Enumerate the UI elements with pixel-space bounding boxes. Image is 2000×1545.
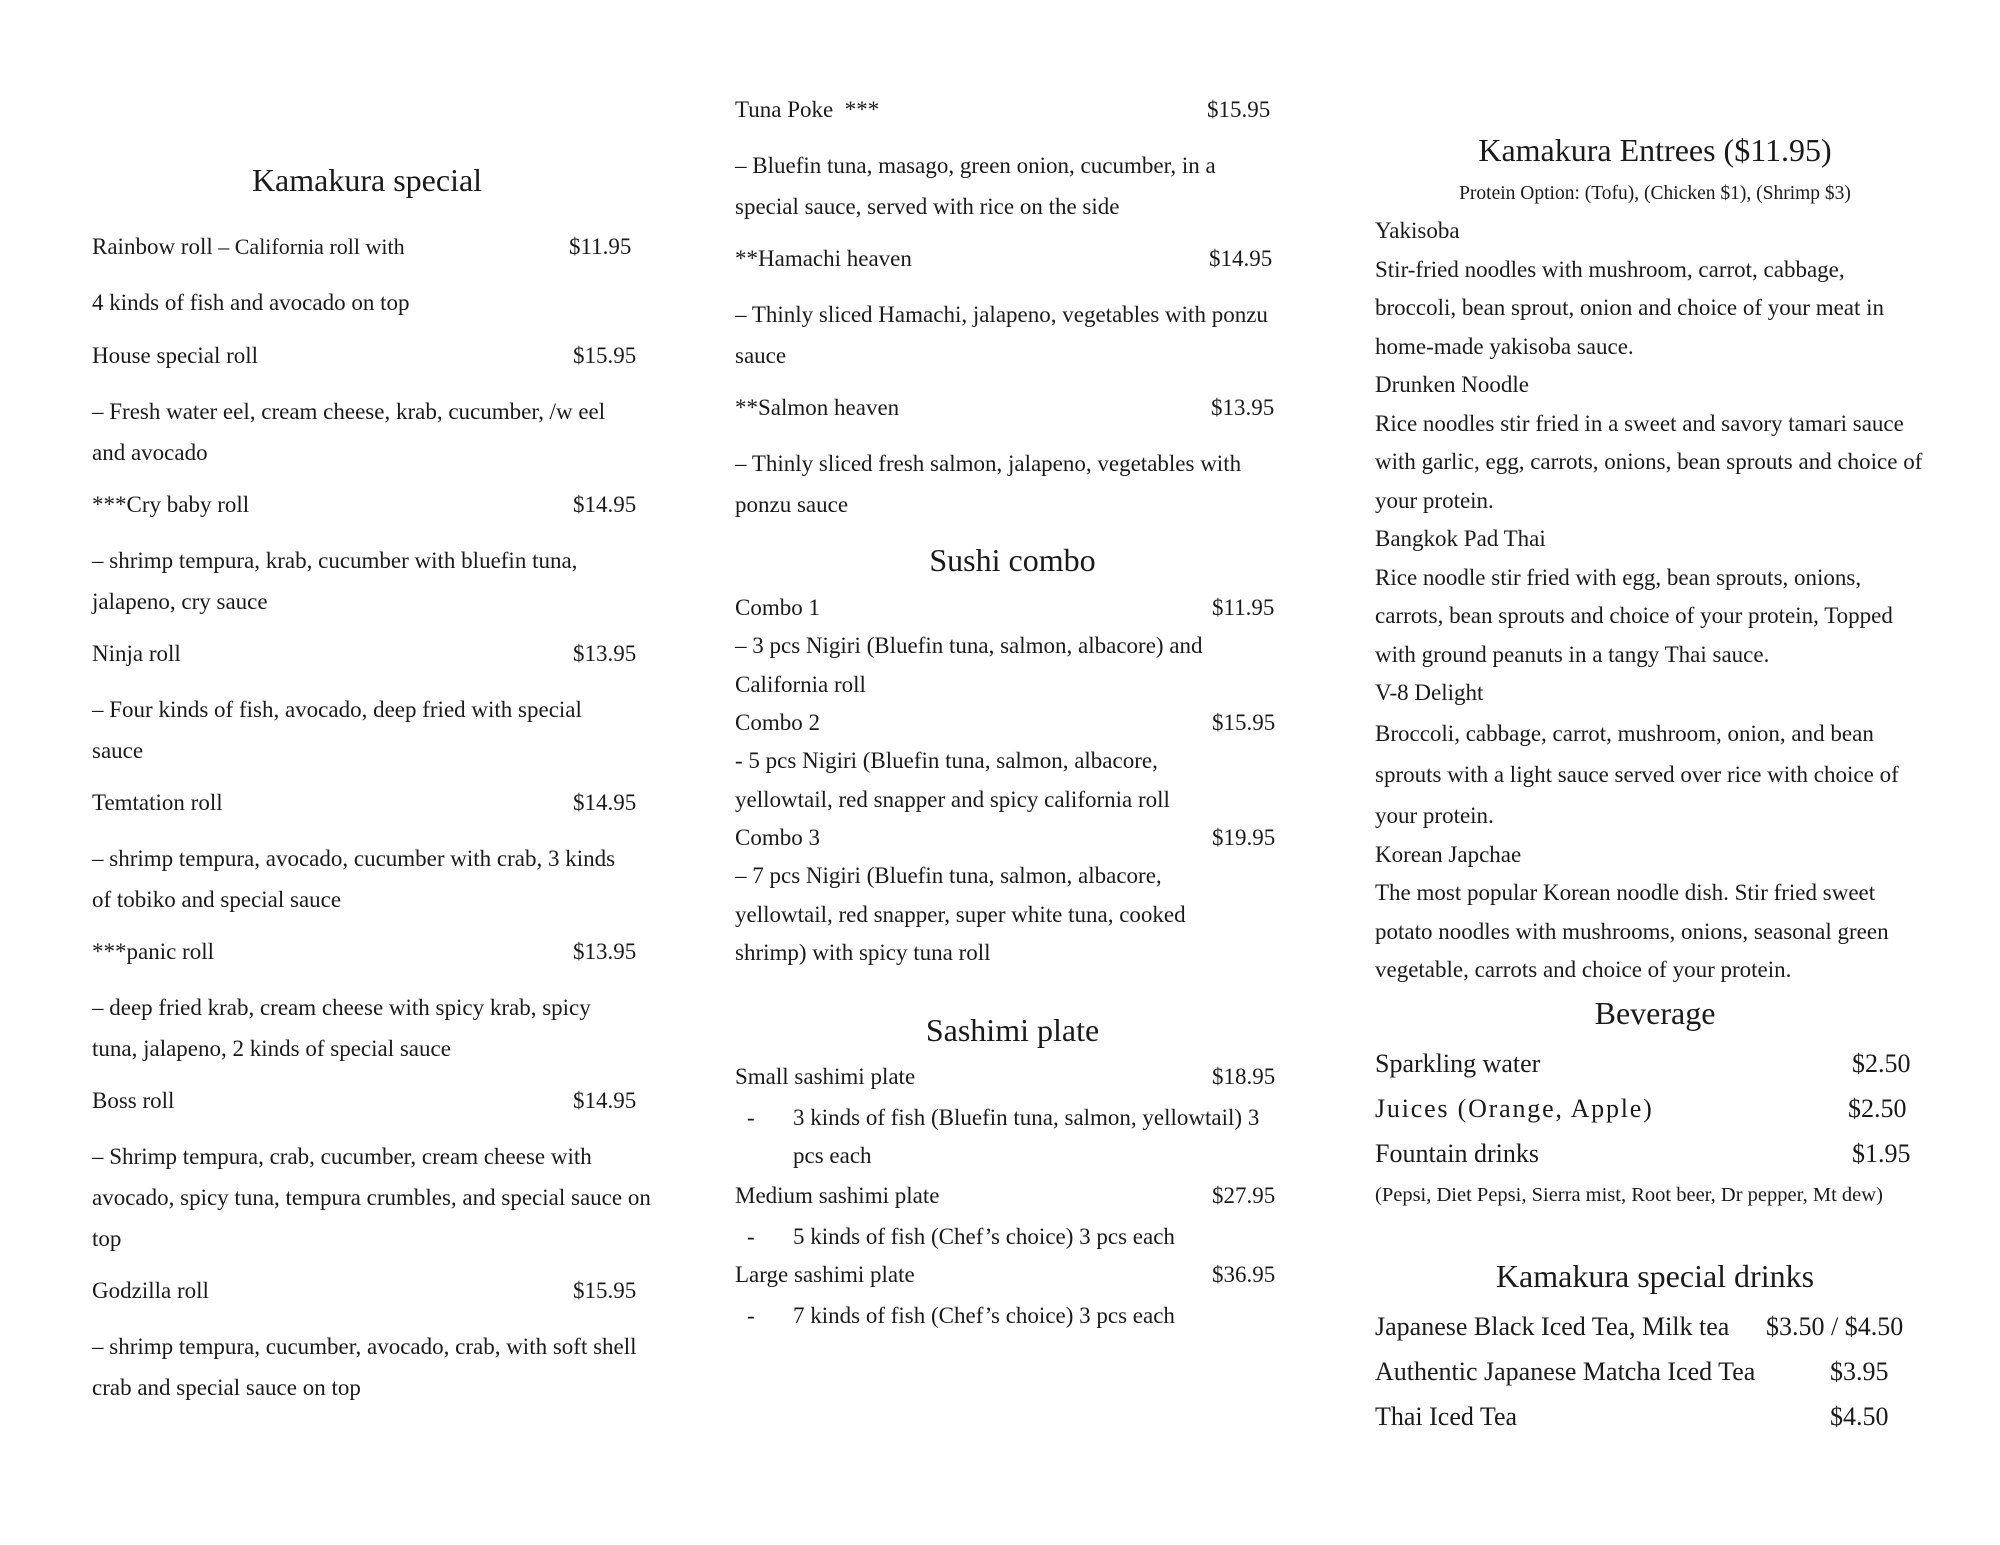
item-name: Ninja roll	[92, 641, 181, 666]
menu-item	[92, 1275, 652, 1307]
beverage-item	[1375, 1048, 1935, 1080]
drink-item	[1375, 1311, 1935, 1343]
item-price: $19.95	[1212, 825, 1276, 850]
item-name: Boss roll	[92, 1088, 175, 1113]
menu-item	[735, 1061, 1290, 1093]
item-description: 3 kinds of fish (Bluefin tuna, salmon, yellowtail) 3 pcs each	[793, 1105, 1260, 1168]
menu-item	[735, 1180, 1290, 1212]
item-description: – shrimp tempura, cucumber, avocado, crab, with soft shell crab and special sauce on top	[92, 1334, 637, 1400]
entree-name: Bangkok Pad Thai	[1375, 526, 1546, 551]
item-name: Godzilla roll	[92, 1278, 209, 1303]
section-title-kamakura-special: Kamakura special	[251, 162, 483, 198]
item-name: ***Cry baby roll	[92, 492, 250, 517]
item-price: $3.95	[1830, 1357, 1889, 1386]
list-item	[735, 1297, 1290, 1335]
item-description: – Fresh water eel, cream cheese, krab, cucumber, /w eel and avocado	[92, 399, 606, 465]
item-name: Tuna Poke ***	[735, 97, 880, 122]
entree-description: Rice noodle stir fried with egg, bean sprouts, onions, carrots, bean sprouts and choice of your protein, Topped with ground peanuts in a tangy Thai sauce.	[1375, 564, 1893, 667]
menu-item	[92, 638, 652, 670]
section-title-beverage: Beverage	[1594, 995, 1716, 1031]
item-name: Authentic Japanese Matcha Iced Tea	[1375, 1357, 1756, 1386]
item-name: Temtation roll	[92, 790, 223, 815]
item-description: 7 kinds of fish (Chef’s choice) 3 pcs each	[793, 1303, 1175, 1328]
item-name: Small sashimi plate	[735, 1064, 916, 1089]
menu-item	[735, 707, 1290, 739]
item-price: $15.95	[573, 343, 637, 368]
section-title-entrees: Kamakura Entrees ($11.95)	[1478, 132, 1832, 168]
item-name: Fountain drinks	[1375, 1139, 1539, 1168]
menu-item	[735, 392, 1290, 424]
entree-description: Broccoli, cabbage, carrot, mushroom, onion, and bean sprouts with a light sauce served over rice with choice of your protein.	[1375, 720, 1899, 828]
item-description: – Shrimp tempura, crab, cucumber, cream cheese with avocado, spicy tuna, tempura crumbles, and special sauce on top	[92, 1144, 651, 1251]
item-price: $36.95	[1212, 1262, 1276, 1287]
section-title-sushi-combo: Sushi combo	[929, 542, 1096, 578]
protein-option-note: Protein Option: (Tofu), (Chicken $1), (Shrimp $3)	[1459, 183, 1851, 204]
item-description: – Four kinds of fish, avocado, deep fried with special sauce	[92, 697, 582, 763]
item-description: 4 kinds of fish and avocado on top	[92, 290, 410, 315]
item-price: $2.50	[1848, 1094, 1907, 1123]
item-price: $1.95	[1852, 1139, 1911, 1168]
entree-list	[1375, 212, 1925, 990]
list-item	[735, 1218, 1290, 1256]
item-name: Combo 2	[735, 710, 820, 735]
section-title-sashimi-plate: Sashimi plate	[925, 1012, 1100, 1048]
item-name: **Salmon heaven	[735, 395, 900, 420]
item-name: House special roll	[92, 343, 259, 368]
entree-name: Drunken Noodle	[1375, 372, 1529, 397]
drink-item	[1375, 1356, 1935, 1388]
bullet-dash: -	[747, 1105, 755, 1130]
item-price: $3.50 / $4.50	[1766, 1312, 1904, 1341]
item-name: **Hamachi heaven	[735, 246, 912, 271]
entree-description: The most popular Korean noodle dish. Stir fried sweet potato noodles with mushrooms, onions, seasonal green vegetable, carrots and choice of your protein.	[1375, 880, 1889, 982]
item-name-suffix: – California roll with	[212, 234, 405, 259]
item-name: Medium sashimi plate	[735, 1183, 940, 1208]
entree-description: Rice noodles stir fried in a sweet and savory tamari sauce with garlic, egg, carrots, onions, bean sprouts and choice of your protein.	[1375, 410, 1923, 513]
menu-item	[92, 231, 652, 263]
item-price: $11.95	[569, 234, 632, 259]
entree-name: V-8 Delight	[1375, 680, 1484, 705]
item-price: $14.95	[573, 1088, 637, 1113]
beverage-item	[1375, 1093, 1935, 1125]
item-price: $14.95	[1209, 246, 1273, 271]
item-description: – Thinly sliced Hamachi, jalapeno, vegetables with ponzu sauce	[735, 302, 1268, 368]
item-description: – Bluefin tuna, masago, green onion, cucumber, in a special sauce, served with rice on the side	[735, 153, 1216, 219]
section-title-special-drinks: Kamakura special drinks	[1495, 1258, 1815, 1294]
menu-item	[92, 787, 652, 819]
item-description: – 7 pcs Nigiri (Bluefin tuna, salmon, albacore, yellowtail, red snapper, super white tuna, cooked shrimp) with spicy tuna roll	[735, 863, 1186, 965]
item-name: ***panic roll	[92, 939, 214, 964]
item-price: $2.50	[1852, 1049, 1911, 1078]
bullet-dash: -	[747, 1224, 755, 1249]
item-price: $15.95	[1212, 710, 1276, 735]
entree-name: Korean Japchae	[1375, 841, 1522, 867]
item-name: Sparkling water	[1375, 1049, 1541, 1078]
item-price: $11.95	[1212, 595, 1275, 620]
item-name: Rainbow roll	[92, 234, 213, 259]
item-description: – 3 pcs Nigiri (Bluefin tuna, salmon, albacore) and California roll	[735, 633, 1203, 697]
item-description: – shrimp tempura, krab, cucumber with bluefin tuna, jalapeno, cry sauce	[92, 548, 578, 614]
item-name: Japanese Black Iced Tea, Milk tea	[1375, 1312, 1730, 1341]
menu-item	[735, 1259, 1290, 1291]
menu-item	[735, 94, 1290, 126]
item-name: Combo 3	[735, 825, 820, 850]
item-name: Juices (Orange, Apple)	[1375, 1094, 1654, 1123]
item-price: $27.95	[1212, 1183, 1276, 1208]
beverage-item	[1375, 1138, 1935, 1170]
menu-item	[92, 489, 652, 521]
item-name: Thai Iced Tea	[1375, 1402, 1518, 1431]
item-price: $13.95	[573, 939, 637, 964]
menu-item	[735, 822, 1290, 854]
bullet-dash: -	[747, 1303, 755, 1328]
item-price: $18.95	[1212, 1064, 1276, 1089]
item-description: 5 kinds of fish (Chef’s choice) 3 pcs each	[793, 1224, 1175, 1249]
menu-item	[735, 243, 1290, 275]
item-price: $13.95	[573, 641, 637, 666]
item-price: $15.95	[1207, 97, 1271, 122]
entree-name: Yakisoba	[1375, 218, 1460, 243]
item-description: – shrimp tempura, avocado, cucumber with crab, 3 kinds of tobiko and special sauce	[92, 846, 616, 912]
item-name: Large sashimi plate	[735, 1262, 915, 1287]
item-price: $4.50	[1830, 1402, 1889, 1431]
item-price: $14.95	[573, 790, 637, 815]
drink-item	[1375, 1401, 1935, 1433]
item-name: Combo 1	[735, 595, 820, 620]
entree-description: Stir-fried noodles with mushroom, carrot, cabbage, broccoli, bean sprout, onion and choice of your meat in home-made yakisoba sauce.	[1375, 256, 1885, 359]
item-description: – deep fried krab, cream cheese with spicy krab, spicy tuna, jalapeno, 2 kinds of special sauce	[92, 995, 591, 1061]
item-description: - 5 pcs Nigiri (Bluefin tuna, salmon, albacore, yellowtail, red snapper and spicy california roll	[735, 748, 1170, 812]
menu-item	[735, 592, 1290, 624]
fountain-drinks-note: (Pepsi, Diet Pepsi, Sierra mist, Root beer, Dr pepper, Mt dew)	[1375, 1184, 1883, 1206]
menu-item	[92, 936, 652, 968]
item-price: $15.95	[573, 1278, 637, 1303]
menu-item	[92, 340, 652, 372]
item-description: – Thinly sliced fresh salmon, jalapeno, vegetables with ponzu sauce	[735, 451, 1242, 517]
list-item	[735, 1099, 1290, 1175]
item-price: $13.95	[1211, 395, 1275, 420]
menu-item	[92, 1085, 652, 1117]
item-price: $14.95	[573, 492, 637, 517]
